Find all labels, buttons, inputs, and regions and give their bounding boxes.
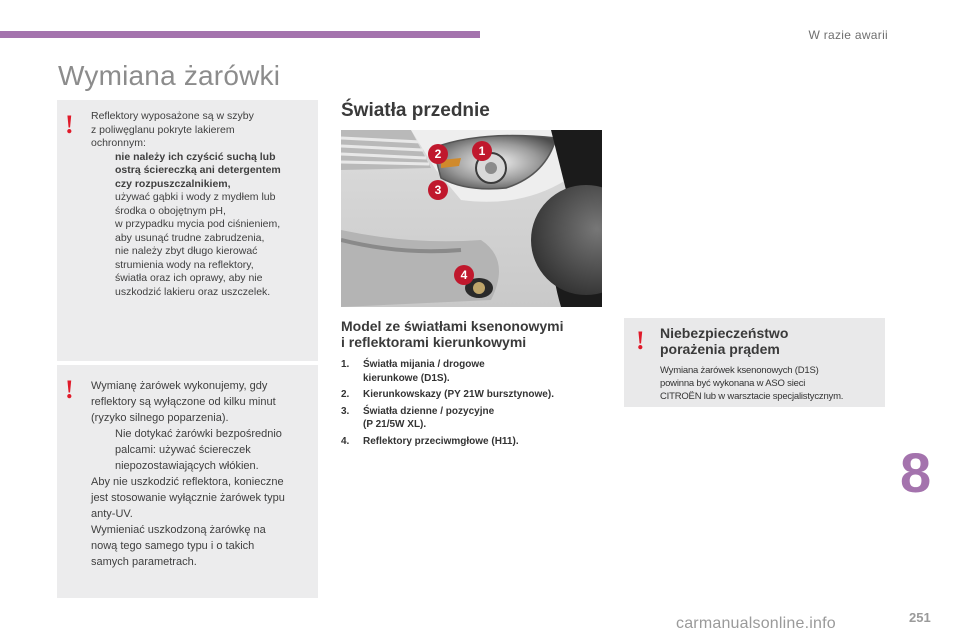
list-item <box>91 426 312 474</box>
section-accent-bar <box>0 31 480 38</box>
exclamation-icon: ! <box>65 375 74 404</box>
bullet-line: nie należy zbyt długo kierować <box>115 245 258 257</box>
danger-box-electric-shock <box>624 318 885 407</box>
warning-outro-line: anty-UV. <box>91 508 133 520</box>
warning-box-burn-risk <box>57 365 318 598</box>
warning-outro-line: Wymieniać uszkodzoną żarówkę na <box>91 524 266 536</box>
bullet-line: ostrą ściereczką ani detergentem <box>115 164 281 176</box>
front-lights-heading: Światła przednie <box>341 100 490 121</box>
bulb-line: Światła dzienne / pozycyjne <box>363 405 495 417</box>
page-title: Wymiana żarówki <box>58 60 281 91</box>
bullet-line: używać gąbki i wody z mydłem lub <box>115 191 276 203</box>
warning-intro-line: ochronnym: <box>91 137 146 149</box>
warning-outro-line: samych parametrach. <box>91 556 197 568</box>
exclamation-icon: ! <box>65 110 74 139</box>
bullet-line: w przypadku mycia pod ciśnieniem, <box>115 218 281 230</box>
warning-intro-line: Wymianę żarówek wykonujemy, gdy <box>91 380 268 392</box>
list-number: 3. <box>341 405 350 417</box>
heading-line: i reflektorami kierunkowymi <box>341 334 527 350</box>
bullet-line: czy rozpuszczalnikiem, <box>115 177 231 190</box>
bullet-line: strumienia wody na reflektory, <box>115 258 254 271</box>
callout-label: 4 <box>460 268 468 282</box>
warning-outro-line: Aby nie uszkodzić reflektora, konieczne <box>91 476 284 488</box>
list-number: 4. <box>341 435 350 447</box>
callout-label: 2 <box>434 147 442 161</box>
bullet-line: Nie dotykać żarówki bezpośrednio <box>115 428 282 440</box>
text-line: Wymiana żarówek ksenonowych (D1S) <box>660 365 819 376</box>
watermark: carmanualsonline.info <box>676 615 836 632</box>
warning-intro-line: z poliwęglanu pokryte lakierem <box>91 123 235 136</box>
warning-intro-line: Reflektory wyposażone są w szyby <box>91 110 254 122</box>
bulb-line: kierunkowe (D1S). <box>363 372 450 384</box>
warning-intro-line: (ryzyko silnego poparzenia). <box>91 412 229 424</box>
bullet-line: środka o obojętnym pH, <box>115 204 226 217</box>
list-item <box>341 435 621 449</box>
callout-label: 1 <box>478 144 486 158</box>
bullet-line: nie należy ich czyścić suchą lub <box>115 150 276 163</box>
bullet-marker <box>91 151 115 192</box>
list-item <box>91 218 312 299</box>
xenon-model-heading <box>341 318 611 350</box>
section-header: W razie awarii <box>808 28 888 42</box>
bulb-line: Reflektory przeciwmgłowe (H11). <box>363 435 519 447</box>
list-item <box>91 191 312 218</box>
bullet-line: aby usunąć trudne zabrudzenia, <box>115 231 265 244</box>
bullet-line: palcami: używać ściereczek <box>115 444 251 456</box>
danger-text <box>660 364 882 403</box>
bullet-line: uszkodzić lakieru oraz uszczelek. <box>115 285 271 298</box>
bulb-list <box>341 358 621 451</box>
danger-title <box>660 325 860 357</box>
list-item <box>341 388 621 402</box>
list-number: 1. <box>341 359 350 370</box>
title-line: porażenia prądem <box>660 341 780 357</box>
bullet-line: niepozostawiających włókien. <box>115 460 259 472</box>
bulb-line: Kierunkowskazy (PY 21W bursztynowe). <box>363 389 554 400</box>
list-item <box>91 151 312 192</box>
page-number: 251 <box>909 610 931 625</box>
chapter-number: 8 <box>900 441 932 504</box>
bulb-line: Światła mijania / drogowe <box>363 359 485 370</box>
warning-text <box>91 378 312 570</box>
list-item <box>341 358 621 385</box>
warning-outro-line: nową tego samego typu i o takich <box>91 540 255 552</box>
text-line: CITROËN lub w warsztacie specjalistycznym. <box>660 391 844 402</box>
bullet-marker <box>91 218 115 299</box>
bulb-line: (P 21/5W XL). <box>363 419 427 430</box>
bullet-marker <box>91 191 115 218</box>
warning-intro-line: reflektory są wyłączone od kilku minut <box>91 396 276 408</box>
callout-label: 3 <box>434 183 442 197</box>
warning-box-lens-care <box>57 100 318 361</box>
text-line: powinna być wykonana w ASO sieci <box>660 378 806 389</box>
headlight-photo <box>341 130 602 307</box>
list-item <box>341 405 621 432</box>
exclamation-icon: ! <box>636 326 645 355</box>
heading-line: Model ze światłami ksenonowymi <box>341 318 564 334</box>
bullet-marker <box>91 426 115 474</box>
warning-text <box>91 110 312 299</box>
bullet-line: światła oraz ich oprawy, aby nie <box>115 272 263 284</box>
list-number: 2. <box>341 389 350 400</box>
warning-outro-line: jest stosowanie wyłącznie żarówek typu <box>91 492 285 504</box>
title-line: Niebezpieczeństwo <box>660 325 789 341</box>
